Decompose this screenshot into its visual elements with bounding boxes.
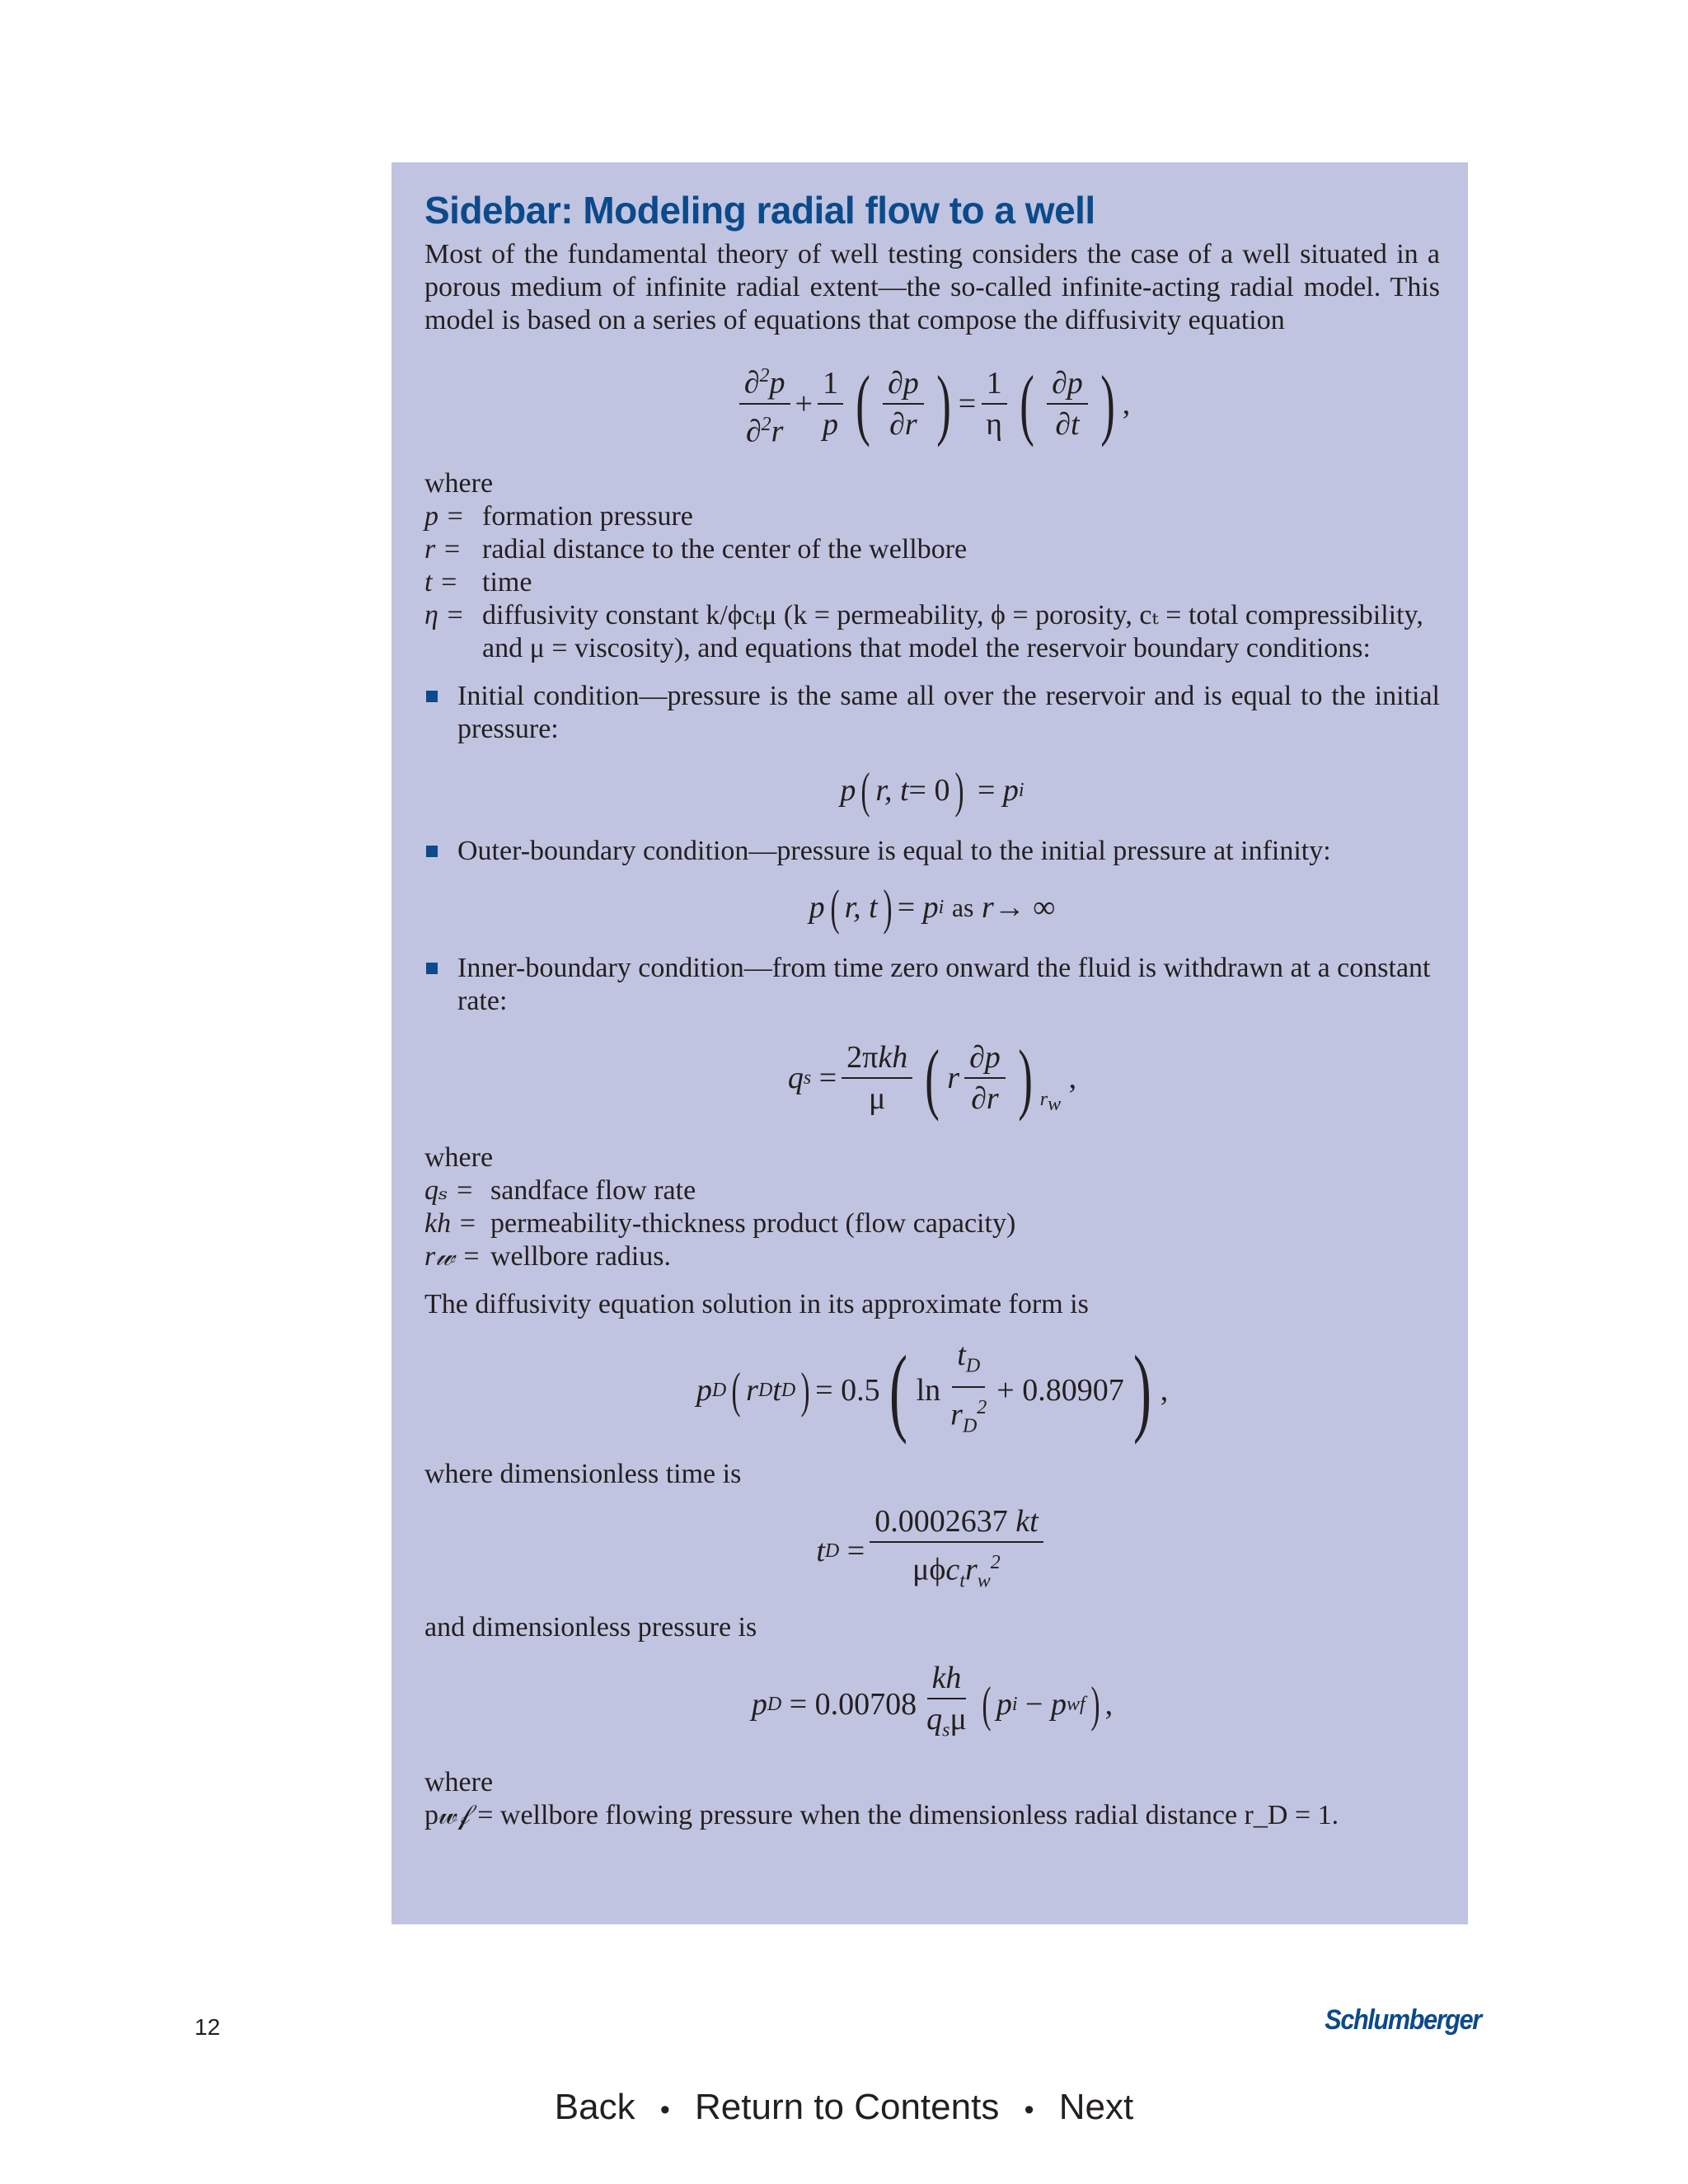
back-link[interactable]: Back [554,2087,635,2127]
solution-constant: 0.5 [841,1373,880,1408]
schlumberger-logo: Schlumberger [1325,2004,1481,2036]
bullet-square-icon [426,691,438,702]
bullet-text: Initial condition—pressure is the same all over the reservoir and is equal to the initial pressure: [457,681,1440,744]
initial-condition-equation: p ( r, t = 0 ) = p i [840,763,1025,818]
dimensionless-pressure-equation: p D = 0.00708 $\frac{kh}{q_s\mu}$ ( p i − p wf ) , [751,1661,1114,1741]
solution-intro: The diffusivity equation solution in its approximate form is [424,1289,1089,1319]
definition-symbol: t = [424,567,458,598]
sidebar-panel [392,162,1468,1924]
where-label: where [424,468,494,499]
page-number: 12 [195,2014,221,2040]
definitions-list-2 [424,1141,1440,1273]
definition-symbol: r = [424,534,462,565]
definitions-list-3 [424,1766,1440,1832]
definition-text: wellbore radius. [490,1241,672,1272]
intro-paragraph: Most of the fundamental theory of well testing considers the case of a well situated in a porous medium of infinite radial extent—the so-called infinite-acting radial model. This model is based on a series of equations that compose the diffusivity equation [424,239,1440,335]
definition-row [424,533,1440,566]
navigation-bar [0,2087,1688,2128]
bullet-inner-boundary [424,952,1440,1018]
definitions-list-1 [424,467,1440,665]
definition-row [424,1240,1440,1273]
next-link[interactable]: Next [1058,2087,1134,2127]
sidebar-title: Sidebar: Modeling radial flow to a well [424,189,1095,232]
definition-text: diffusivity constant k/ϕcₜμ (k = permeability, ϕ = porosity, cₜ = total compressibility, and μ = viscosity), and equations that model the reservoir boundary conditions: [482,600,1423,663]
dimensionless-time-intro: where dimensionless time is [424,1459,742,1489]
definition-symbol: p = [424,501,465,532]
nav-separator: • [1024,2094,1034,2125]
definition-symbol: kh = [424,1208,477,1239]
definition-symbol: r𝓌 = [424,1241,481,1272]
nav-separator: • [659,2094,670,2125]
final-definition: p𝓌𝒻 = wellbore flowing pressure when the dimensionless radial distance r_D = 1. [424,1800,1339,1830]
bullet-square-icon [426,963,438,974]
return-to-contents-link[interactable]: Return to Contents [695,2087,1000,2127]
definition-row [424,1174,1440,1207]
bullet-text: Outer-boundary condition—pressure is equal to the initial pressure at infinity: [457,836,1331,866]
definition-text: permeability-thickness product (flow capacity) [490,1208,1016,1239]
outer-boundary-equation: p ( r, t ) = p i as r → ∞ [809,880,1056,935]
definition-text: radial distance to the center of the wellbore [482,534,968,565]
definition-row [424,500,1440,533]
dimensionless-pressure-intro: and dimensionless pressure is [424,1612,757,1643]
definition-symbol: η = [424,600,465,630]
sidebar-content [424,187,1440,1832]
diffusivity-equation: $\frac{\partial^2p}{\partial^2r}$ + $\frac{1}{p}$ ( $\frac{\partial p}{\partial r}$ ) = $\frac{1}{\eta}$ ( $\frac{\partial p}{\partial t}$ ) , [424,359,1440,449]
bullet-text: Inner-boundary condition—from time zero onward the fluid is withdrawn at a constant rate: [457,953,1431,1016]
definition-symbol: qₛ = [424,1175,474,1206]
dimensionless-time-equation: t D = $\frac{0.0002637 kt}{\mu\phi c_tr_w^2}$ [424,1506,1440,1596]
bullet-square-icon [426,846,438,857]
bullet-initial-condition [424,680,1440,746]
where-label: where [424,1142,494,1173]
where-label: where [424,1767,494,1797]
definition-text: formation pressure [482,501,693,532]
inner-boundary-equation: q s = $\frac{\text{2πkh}}{\mu}$ ( r $\frac{\partial p}{\partial r}$ ) $_{r_w}$ , [787,1033,1077,1122]
definition-row [424,566,1440,599]
bullet-outer-boundary [424,835,1440,868]
pressure-coefficient: = 0.00708 [789,1687,917,1722]
as-word: as [951,893,974,922]
approximate-solution-equation: p D ( r D t D ) = 0.5 ( ln $\frac{t_D}{r_D^2}$ + 0.80907 ) , [696,1335,1169,1445]
definition-text: time [482,567,532,598]
definition-row [424,599,1440,665]
definition-row [424,1207,1440,1240]
solution-constant-2: + 0.80907 [996,1373,1124,1408]
time-coefficient: 0.0002637 [874,1503,1008,1539]
definition-text: sandface flow rate [490,1175,696,1206]
